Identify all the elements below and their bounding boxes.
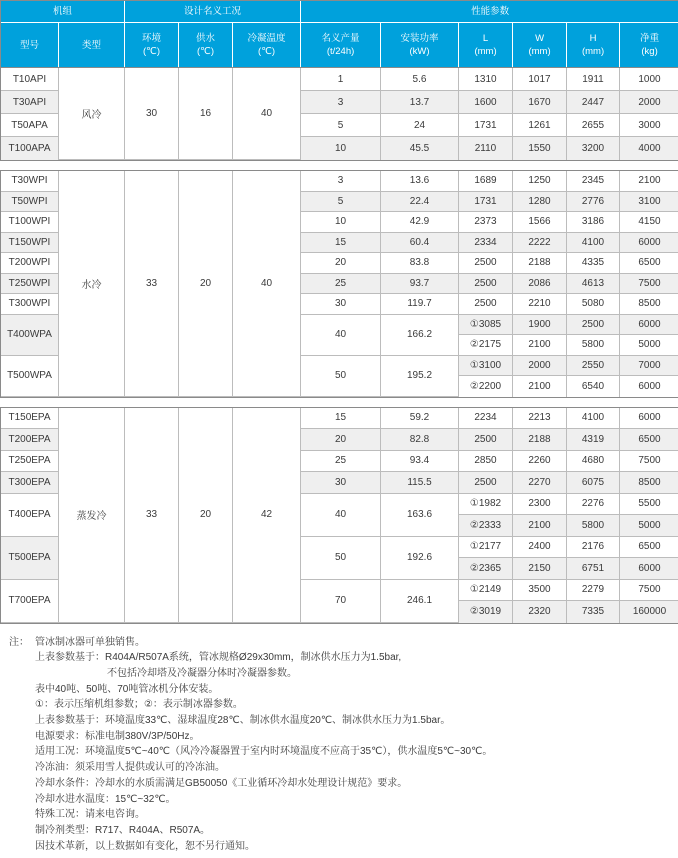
cell-capacity: 20 (301, 429, 381, 451)
cell-height: 2279 (567, 580, 620, 602)
cell-length: ②2333 (459, 515, 513, 537)
cell-condensing-temp: 42 (233, 408, 301, 623)
note-line: 表中40吨、50吨、70吨管冰机分体安装。 (35, 683, 219, 695)
cell-power: 82.8 (381, 429, 459, 451)
cell-model: T100WPI (1, 212, 59, 233)
cell-model: T400WPA (1, 315, 59, 356)
cell-height: 2276 (567, 494, 620, 516)
cell-capacity: 25 (301, 451, 381, 473)
cell-weight: 3100 (620, 192, 678, 213)
cell-width: 2222 (513, 233, 567, 254)
cell-weight: 6000 (620, 376, 678, 397)
cell-height: 4335 (567, 253, 620, 274)
cell-width: 3500 (513, 580, 567, 602)
cell-width: 1250 (513, 171, 567, 192)
cell-width: 2320 (513, 601, 567, 623)
cell-weight: 2100 (620, 171, 678, 192)
cell-width: 2000 (513, 356, 567, 377)
header-group: 机组 (1, 1, 125, 23)
cell-height: 2655 (567, 114, 620, 137)
cell-capacity: 1 (301, 68, 381, 91)
cell-model: T150EPA (1, 408, 59, 430)
cell-length: ②2175 (459, 335, 513, 356)
cell-model: T400EPA (1, 494, 59, 537)
spec-table-air-cooled (0, 67, 678, 161)
cell-height: 2176 (567, 537, 620, 559)
cell-weight: 7000 (620, 356, 678, 377)
cell-capacity: 10 (301, 137, 381, 160)
cell-model: T30WPI (1, 171, 59, 192)
notes-section (0, 624, 678, 855)
header-group: 设计名义工况 (125, 1, 301, 23)
cell-power: 5.6 (381, 68, 459, 91)
note-line: 制冷剂类型：R717、R404A、R507A。 (35, 824, 211, 836)
cell-weight: 4150 (620, 212, 678, 233)
cell-power: 13.7 (381, 91, 459, 114)
cell-width: 1900 (513, 315, 567, 336)
cell-width: 2086 (513, 274, 567, 295)
cell-weight: 3000 (620, 114, 678, 137)
cell-power: 192.6 (381, 537, 459, 580)
cell-height: 4319 (567, 429, 620, 451)
cell-length: 2500 (459, 253, 513, 274)
cell-weight: 8500 (620, 472, 678, 494)
cell-model: T30API (1, 91, 59, 114)
cell-ambient: 33 (125, 408, 179, 623)
block-gap (0, 398, 678, 407)
cell-width: 1017 (513, 68, 567, 91)
cell-height: 2550 (567, 356, 620, 377)
note-line: 电源要求：标准电制380V/3P/50Hz。 (35, 730, 200, 742)
cell-length: 2500 (459, 294, 513, 315)
cell-weight: 1000 (620, 68, 678, 91)
cell-width: 2188 (513, 429, 567, 451)
column-header: L (mm) (459, 23, 513, 67)
cell-capacity: 30 (301, 294, 381, 315)
cell-weight: 8500 (620, 294, 678, 315)
cell-weight: 5500 (620, 494, 678, 516)
cell-model: T500EPA (1, 537, 59, 580)
cell-power: 195.2 (381, 356, 459, 397)
cell-model: T100APA (1, 137, 59, 160)
cell-supply-water: 20 (179, 171, 233, 397)
cell-model: T300EPA (1, 472, 59, 494)
cell-capacity: 15 (301, 408, 381, 430)
cell-weight: 7500 (620, 580, 678, 602)
cell-height: 1911 (567, 68, 620, 91)
cell-length: ②2365 (459, 558, 513, 580)
cell-weight: 6500 (620, 253, 678, 274)
cell-supply-water: 20 (179, 408, 233, 623)
cell-width: 2213 (513, 408, 567, 430)
cell-width: 2260 (513, 451, 567, 473)
cell-model: T250EPA (1, 451, 59, 473)
cell-weight: 7500 (620, 451, 678, 473)
cell-supply-water: 16 (179, 68, 233, 160)
cell-weight: 6000 (620, 315, 678, 336)
cell-ambient: 30 (125, 68, 179, 160)
cell-length: 2110 (459, 137, 513, 160)
cell-type: 风冷 (59, 68, 125, 160)
cell-capacity: 5 (301, 114, 381, 137)
block-gap (0, 161, 678, 170)
cell-capacity: 50 (301, 537, 381, 580)
cell-capacity: 10 (301, 212, 381, 233)
cell-height: 4100 (567, 408, 620, 430)
cell-type: 蒸发冷 (59, 408, 125, 623)
cell-model: T500WPA (1, 356, 59, 397)
note-prefix: 注： (9, 636, 29, 648)
cell-capacity: 70 (301, 580, 381, 623)
note-text: 管冰制冰器可单独销售。 (35, 636, 145, 648)
cell-power: 59.2 (381, 408, 459, 430)
table-row (1, 171, 678, 192)
cell-length: ①2177 (459, 537, 513, 559)
cell-capacity: 50 (301, 356, 381, 397)
cell-width: 2270 (513, 472, 567, 494)
cell-length: 2850 (459, 451, 513, 473)
cell-capacity: 30 (301, 472, 381, 494)
cell-height: 4100 (567, 233, 620, 254)
cell-height: 2776 (567, 192, 620, 213)
cell-length: 1600 (459, 91, 513, 114)
cell-width: 2100 (513, 335, 567, 356)
cell-capacity: 25 (301, 274, 381, 295)
cell-length: 1689 (459, 171, 513, 192)
cell-power: 166.2 (381, 315, 459, 356)
cell-length: 2500 (459, 274, 513, 295)
note-line: 冷却水条件：冷却水的水质需满足GB50050《工业循环冷却水处理设计规范》要求。 (35, 777, 408, 789)
cell-power: 45.5 (381, 137, 459, 160)
column-header: W (mm) (513, 23, 567, 67)
header-group: 性能参数 (301, 1, 678, 23)
cell-length: ①1982 (459, 494, 513, 516)
cell-power: 93.7 (381, 274, 459, 295)
note-line: 适用工况：环境温度5℃~40℃（风冷冷凝器置于室内时环境温度不应高于35℃），供水温度5℃~30℃。 (35, 746, 493, 758)
cell-capacity: 3 (301, 171, 381, 192)
cell-height: 6751 (567, 558, 620, 580)
cell-length: ①3085 (459, 315, 513, 336)
cell-capacity: 40 (301, 494, 381, 537)
cell-width: 2100 (513, 376, 567, 397)
cell-model: T10API (1, 68, 59, 91)
cell-weight: 6500 (620, 537, 678, 559)
cell-height: 5080 (567, 294, 620, 315)
cell-height: 5800 (567, 515, 620, 537)
cell-weight: 6000 (620, 558, 678, 580)
note-line: 上表参数基于：环境温度33℃、湿球温度28℃、制冰供水温度20℃、制冰供水压力为1.5bar。 (35, 715, 451, 727)
cell-power: 115.5 (381, 472, 459, 494)
notes-lines (9, 650, 670, 854)
cell-weight: 5000 (620, 335, 678, 356)
cell-length: 2373 (459, 212, 513, 233)
cell-width: 2150 (513, 558, 567, 580)
cell-weight: 7500 (620, 274, 678, 295)
cell-length: 1731 (459, 192, 513, 213)
cell-length: 2500 (459, 429, 513, 451)
table-row (1, 68, 678, 91)
cell-width: 2100 (513, 515, 567, 537)
cell-height: 6075 (567, 472, 620, 494)
cell-capacity: 15 (301, 233, 381, 254)
column-header: 环境 (℃) (125, 23, 179, 67)
cell-height: 3186 (567, 212, 620, 233)
cell-power: 24 (381, 114, 459, 137)
cell-model: T200WPI (1, 253, 59, 274)
cell-width: 1280 (513, 192, 567, 213)
cell-weight: 5000 (620, 515, 678, 537)
cell-height: 7335 (567, 601, 620, 623)
cell-height: 2447 (567, 91, 620, 114)
cell-power: 22.4 (381, 192, 459, 213)
cell-length: 1731 (459, 114, 513, 137)
cell-model: T50APA (1, 114, 59, 137)
cell-height: 3200 (567, 137, 620, 160)
cell-power: 119.7 (381, 294, 459, 315)
cell-width: 1550 (513, 137, 567, 160)
cell-capacity: 20 (301, 253, 381, 274)
column-header: 供水 (℃) (179, 23, 233, 67)
cell-power: 163.6 (381, 494, 459, 537)
cell-model: T150WPI (1, 233, 59, 254)
cell-condensing-temp: 40 (233, 171, 301, 397)
cell-width: 1670 (513, 91, 567, 114)
column-header: 名义产量 (t/24h) (301, 23, 381, 67)
cell-weight: 160000 (620, 601, 678, 623)
cell-power: 42.9 (381, 212, 459, 233)
note-line: 冷却水进水温度：15℃~32℃。 (35, 793, 176, 805)
cell-weight: 4000 (620, 137, 678, 160)
cell-power: 83.8 (381, 253, 459, 274)
cell-height: 6540 (567, 376, 620, 397)
cell-width: 2188 (513, 253, 567, 274)
cell-width: 2400 (513, 537, 567, 559)
column-header: H (mm) (567, 23, 620, 67)
note-line: 因技术革新，以上数据如有变化，恕不另行通知。 (35, 840, 255, 852)
note-line: ①：表示压缩机组参数；②：表示制冰器参数。 (35, 699, 243, 711)
cell-height: 4613 (567, 274, 620, 295)
cell-length: ①2149 (459, 580, 513, 602)
cell-power: 13.6 (381, 171, 459, 192)
column-header: 冷凝温度 (℃) (233, 23, 301, 67)
cell-type: 水冷 (59, 171, 125, 397)
note-line: 不包括冷却塔及冷凝器分体时冷凝器参数。 (107, 667, 297, 679)
cell-length: 2500 (459, 472, 513, 494)
cell-width: 1566 (513, 212, 567, 233)
cell-model: T300WPI (1, 294, 59, 315)
cell-condensing-temp: 40 (233, 68, 301, 160)
cell-weight: 6500 (620, 429, 678, 451)
cell-power: 93.4 (381, 451, 459, 473)
cell-capacity: 5 (301, 192, 381, 213)
spec-table-evaporative-cooled (0, 407, 678, 624)
cell-weight: 6000 (620, 408, 678, 430)
cell-width: 1261 (513, 114, 567, 137)
cell-length: 2334 (459, 233, 513, 254)
note-line: 上表参数基于：R404A/R507A系统，管冰规格Ø29x30mm，制冰供水压力为1.5bar, (35, 652, 402, 664)
note-line: 特殊工况：请来电咨询。 (35, 809, 145, 821)
cell-ambient: 33 (125, 171, 179, 397)
cell-model: T50WPI (1, 192, 59, 213)
table-row (1, 408, 678, 430)
column-header: 安装功率 (kW) (381, 23, 459, 67)
cell-weight: 6000 (620, 233, 678, 254)
cell-model: T700EPA (1, 580, 59, 623)
spec-table-header (0, 0, 678, 67)
cell-model: T200EPA (1, 429, 59, 451)
cell-width: 2300 (513, 494, 567, 516)
cell-length: 1310 (459, 68, 513, 91)
cell-height: 5800 (567, 335, 620, 356)
cell-capacity: 40 (301, 315, 381, 356)
cell-power: 60.4 (381, 233, 459, 254)
note-line: 冷冻油：须采用雪人提供或认可的冷冻油。 (35, 762, 225, 774)
cell-length: ②2200 (459, 376, 513, 397)
cell-length: ②3019 (459, 601, 513, 623)
cell-model: T250WPI (1, 274, 59, 295)
column-header: 净重 (kg) (620, 23, 678, 67)
spec-table-water-cooled (0, 170, 678, 398)
cell-height: 2345 (567, 171, 620, 192)
column-header: 型号 (1, 23, 59, 67)
cell-width: 2210 (513, 294, 567, 315)
cell-length: 2234 (459, 408, 513, 430)
note-line (9, 635, 670, 651)
cell-height: 2500 (567, 315, 620, 336)
cell-capacity: 3 (301, 91, 381, 114)
cell-height: 4680 (567, 451, 620, 473)
cell-power: 246.1 (381, 580, 459, 623)
cell-weight: 2000 (620, 91, 678, 114)
column-header: 类型 (59, 23, 125, 67)
cell-length: ①3100 (459, 356, 513, 377)
